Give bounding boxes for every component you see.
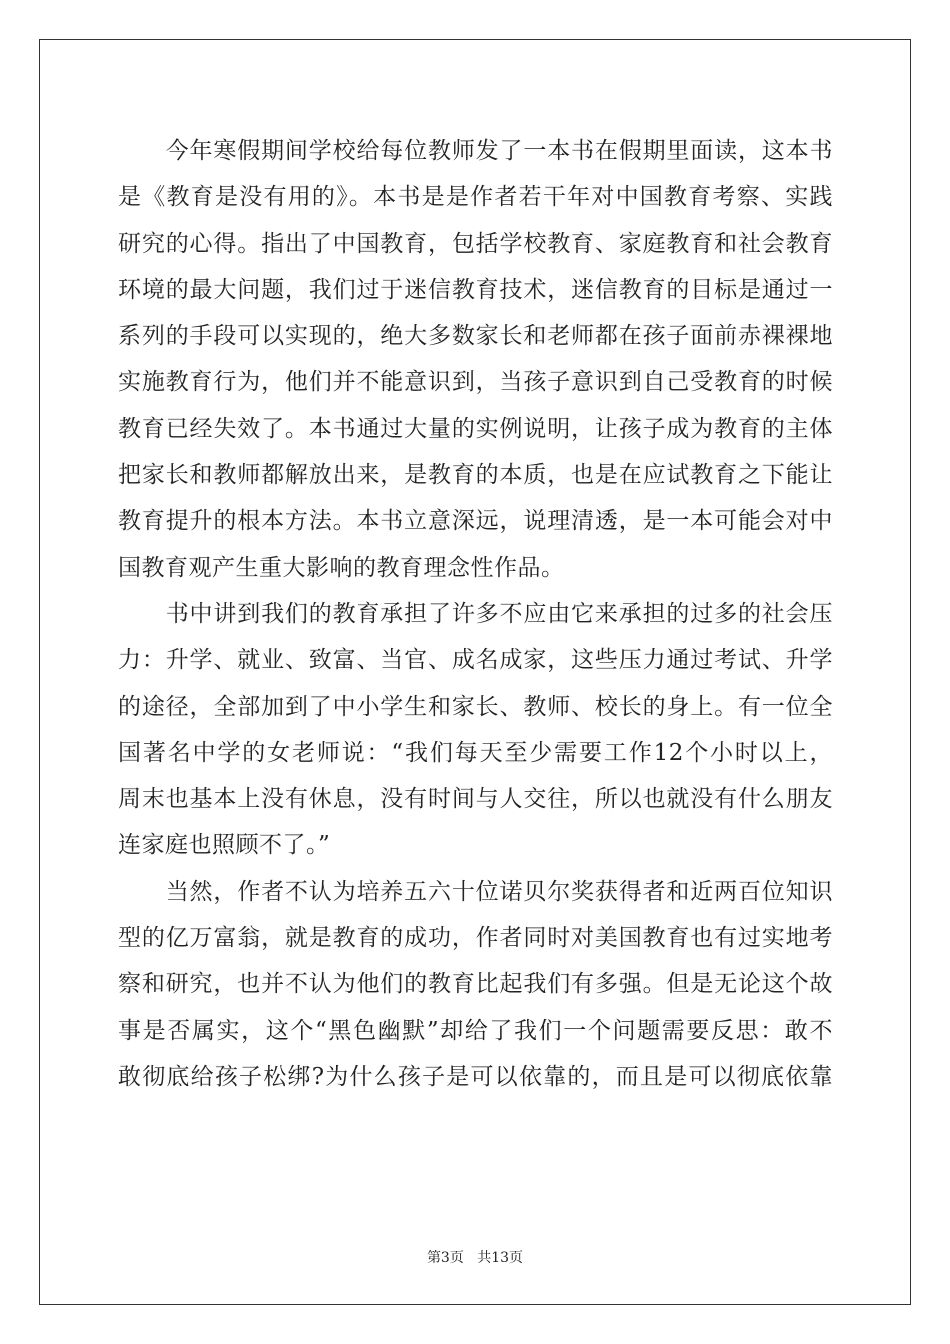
page-footer [0,1247,950,1267]
text-line: 当然，作者不认为培养五六十位诺贝尔奖获得者和近两百位知识 [118,878,833,905]
text-line: 连家庭也照顾不了。” [118,832,331,859]
paragraph-1 [118,128,833,591]
text-line: 是《教育是没有用的》。本书是是作者若干年对中国教育考察、实践 [118,184,833,211]
text-line: 把家长和教师都解放出来，是教育的本质，也是在应试教育之下能让 [118,462,833,489]
text-line: 国教育观产生重大影响的教育理念性作品。 [118,554,565,581]
text-line: 研究的心得。指出了中国教育，包括学校教育、家庭教育和社会教育 [118,230,833,257]
text-line: 今年寒假期间学校给每位教师发了一本书在假期里面读，这本书 [118,138,833,164]
text-line: 力：升学、就业、致富、当官、成名成家，这些压力通过考试、升学 [118,647,833,674]
text-line: 型的亿万富翁，就是教育的成功，作者同时对美国教育也有过实地考 [118,925,833,952]
page-total: 共13页 [477,1250,524,1266]
text-line: 环境的最大问题，我们过于迷信教育技术，迷信教育的目标是通过一 [118,276,833,303]
text-line: 的途径，全部加到了中小学生和家长、教师、校长的身上。有一位全 [118,693,833,720]
document-body [118,128,833,1100]
text-line: 敢彻底给孩子松绑?为什么孩子是可以依靠的，而且是可以彻底依靠 [118,1063,833,1090]
text-line: 教育已经失效了。本书通过大量的实例说明，让孩子成为教育的主体 [118,415,833,442]
text-line: 事是否属实，这个“黑色幽默”却给了我们一个问题需要反思：敢不 [118,1017,833,1044]
text-line: 书中讲到我们的教育承担了许多不应由它来承担的过多的社会压 [118,600,833,627]
text-line: 国著名中学的女老师说：“我们每天至少需要工作12个小时以上， [118,739,833,766]
text-line: 系列的手段可以实现的，绝大多数家长和老师都在孩子面前赤裸裸地 [118,323,833,350]
text-line: 察和研究，也并不认为他们的教育比起我们有多强。但是无论这个故 [118,971,833,998]
text-line: 周末也基本上没有休息，没有时间与人交往，所以也就没有什么朋友 [118,786,833,813]
text-line: 教育提升的根本方法。本书立意深远，说理清透，是一本可能会对中 [118,508,833,535]
paragraph-3 [118,869,833,1100]
paragraph-2 [118,591,833,869]
page-number: 第3页 [426,1250,464,1266]
text-line: 实施教育行为，他们并不能意识到，当孩子意识到自己受教育的时候 [118,369,833,396]
